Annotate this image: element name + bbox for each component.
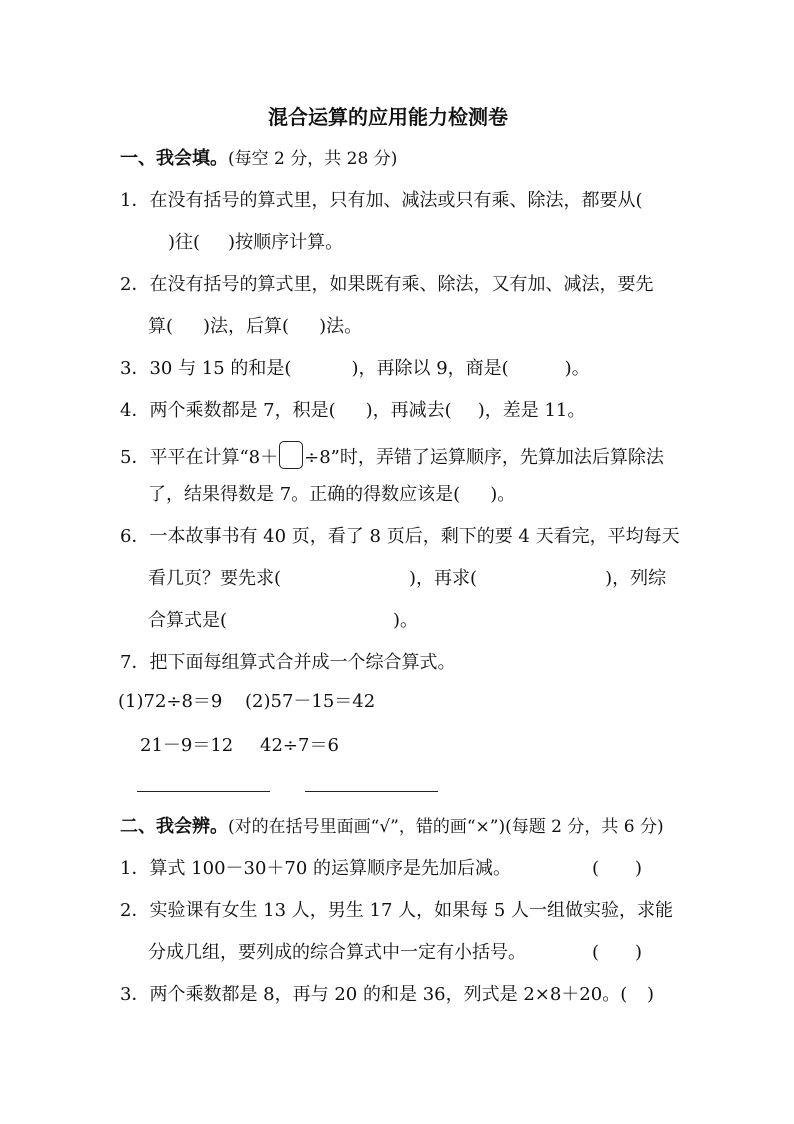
s1-q5-text-b: ÷8”时，弄错了运算顺序，先算加法后算除法 bbox=[304, 447, 664, 468]
s1-q1-number: 1． bbox=[120, 190, 150, 211]
s2-q2-number: 2． bbox=[120, 900, 150, 921]
s1-q6-line1 bbox=[120, 525, 680, 549]
s1-q5-number: 5． bbox=[120, 447, 150, 468]
section2-heading: 二、我会辨。 bbox=[120, 816, 228, 837]
s1-q6-line2 bbox=[148, 567, 666, 591]
s2-q2-line2: 分成几组，要列成的综合算式中一定有小括号。 bbox=[148, 942, 526, 963]
s1-q4-text-a: 两个乘数都是 7，积是( bbox=[149, 400, 336, 421]
s1-q4 bbox=[120, 399, 585, 423]
s2-q2-line1 bbox=[120, 899, 673, 923]
s1-q6-text3a: 合算式是( bbox=[148, 610, 228, 631]
s1-q5-line2 bbox=[148, 483, 515, 507]
s2-q1-answer-paren[interactable]: ( ) bbox=[592, 858, 643, 879]
s2-q1 bbox=[120, 857, 511, 881]
page-title: 混合运算的应用能力检测卷 bbox=[268, 105, 508, 129]
s2-q2-answer-paren[interactable]: ( ) bbox=[592, 942, 643, 963]
s2-q2-text1: 实验课有女生 13 人，男生 17 人，如果每 5 人一组做实验，求能 bbox=[149, 900, 674, 921]
s1-q5-box[interactable] bbox=[279, 441, 303, 469]
section2-note: (对的在括号里面画“√”，错的画“×”)(每题 2 分，共 6 分) bbox=[228, 817, 664, 837]
section1-note: (每空 2 分，共 28 分) bbox=[228, 149, 398, 169]
s2-q3 bbox=[120, 983, 627, 1007]
s1-q5-text2b: )。 bbox=[490, 484, 516, 505]
s1-q1-text2b: )按顺序计算。 bbox=[228, 232, 344, 253]
s1-q2-line2 bbox=[148, 315, 362, 339]
s1-q3-text-c: )。 bbox=[564, 358, 590, 379]
s1-q2-number: 2． bbox=[120, 274, 150, 295]
s1-q2-text2b: )法，后算( bbox=[203, 316, 290, 337]
s1-q6-text2b: )，再求( bbox=[409, 568, 478, 589]
s1-q7-answer-line-2[interactable] bbox=[305, 791, 438, 792]
s1-q7-group2-eq2: 42÷7＝6 bbox=[260, 735, 339, 756]
s2-q3-answer-paren-end[interactable]: ) bbox=[647, 984, 655, 1005]
s1-q7-group1-eq2: 21－9＝12 bbox=[140, 735, 234, 756]
s1-q5-text2a: 了，结果得数是 7。正确的得数应该是( bbox=[148, 484, 461, 505]
s1-q1-line2 bbox=[168, 231, 343, 255]
s1-q2-line1 bbox=[120, 273, 653, 297]
s1-q6-text1: 一本故事书有 40 页，看了 8 页后，剩下的要 4 天看完，平均每天 bbox=[149, 526, 680, 547]
s1-q6-text2a: 看几页？要先求( bbox=[148, 568, 282, 589]
s1-q7-number: 7． bbox=[120, 652, 150, 673]
s1-q7-group2-eq1: (2)57－15＝42 bbox=[245, 691, 376, 712]
section2-header bbox=[120, 815, 664, 839]
s1-q3-number: 3． bbox=[120, 358, 150, 379]
s1-q4-text-c: )，差是 11。 bbox=[477, 400, 586, 421]
s1-q5-line1 bbox=[120, 441, 664, 470]
s1-q5-text-a: 平平在计算“8＋ bbox=[149, 447, 279, 468]
s1-q7-line bbox=[120, 651, 455, 675]
s1-q4-number: 4． bbox=[120, 400, 150, 421]
s2-q1-number: 1． bbox=[120, 858, 150, 879]
s2-q1-text: 算式 100－30＋70 的运算顺序是先加后减。 bbox=[149, 858, 512, 879]
s1-q7-answer-line-1[interactable] bbox=[137, 791, 270, 792]
s2-q3-number: 3． bbox=[120, 984, 150, 1005]
s1-q7-text: 把下面每组算式合并成一个综合算式。 bbox=[149, 652, 456, 673]
s1-q6-number: 6． bbox=[120, 526, 150, 547]
s1-q4-text-b: )，再减去( bbox=[365, 400, 452, 421]
section1-heading: 一、我会填。 bbox=[120, 148, 228, 169]
s1-q1-line1 bbox=[120, 189, 642, 213]
s1-q7-group1-eq1: (1)72÷8＝9 bbox=[118, 691, 223, 712]
s1-q1-text1: 在没有括号的算式里，只有加、减法或只有乘、除法，都要从( bbox=[149, 190, 643, 211]
s1-q6-line3 bbox=[148, 609, 418, 633]
s1-q2-text1: 在没有括号的算式里，如果既有乘、除法，又有加、减法，要先 bbox=[149, 274, 654, 295]
s1-q1-text2a: )往( bbox=[168, 232, 201, 253]
s1-q6-text2c: )，列综 bbox=[605, 568, 667, 589]
s1-q3-text-b: )，再除以 9，商是( bbox=[351, 358, 509, 379]
section1-header bbox=[120, 147, 397, 171]
s1-q2-text2a: 算( bbox=[148, 316, 174, 337]
s1-q3 bbox=[120, 357, 590, 381]
s2-q3-text: 两个乘数都是 8，再与 20 的和是 36，列式是 2×8＋20。( bbox=[149, 984, 628, 1005]
s1-q6-text3b: )。 bbox=[393, 610, 419, 631]
s1-q3-text-a: 30 与 15 的和是( bbox=[149, 358, 292, 379]
s1-q2-text2c: )法。 bbox=[319, 316, 363, 337]
